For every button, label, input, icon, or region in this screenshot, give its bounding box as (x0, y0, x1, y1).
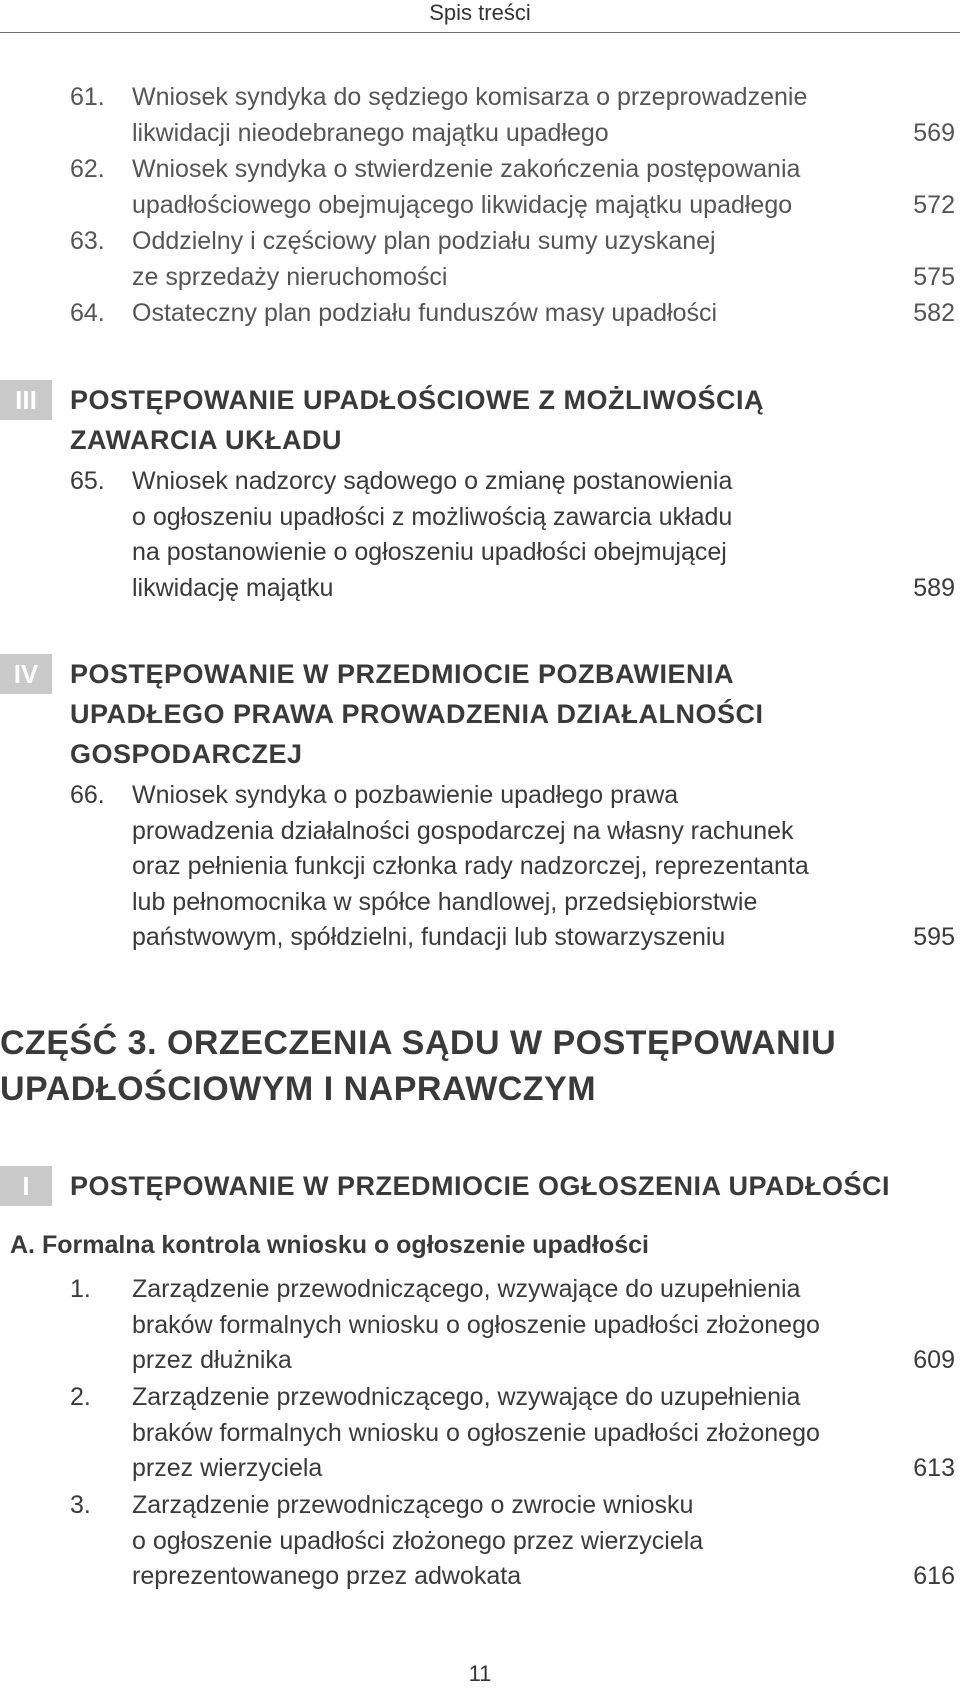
entry-line: prowadzenia działalności gospodarczej na własny rachunek (132, 816, 794, 845)
entry-line: Ostateczny plan podziału funduszów masy upadłości (132, 299, 718, 327)
entry-line: Wniosek syndyka o pozbawienie upadłego prawa (132, 781, 679, 809)
entry-number: 1. (70, 1275, 91, 1303)
section-title-i (70, 1166, 950, 1206)
entry-page: 609 (913, 1346, 955, 1374)
section-marker-iv: IV (0, 654, 52, 694)
entry-text (132, 80, 892, 151)
entry-line: Wniosek syndyka o stwierdzenie zakończenia postępowania (132, 155, 801, 183)
entry-number: 2. (70, 1383, 91, 1411)
entry-line: Oddzielny i częściowy plan podziału sumy uzyskanej (132, 227, 716, 255)
entry-number: 65. (70, 467, 105, 495)
entry-page: 582 (913, 299, 955, 327)
section-title-line: GOSPODARCZEJ (70, 739, 303, 769)
entry-line: lub pełnomocnika w spółce handlowej, przedsiębiorstwie (132, 887, 758, 916)
entry-line: na postanowienie o ogłoszeniu upadłości obejmującej (132, 538, 727, 566)
entry-line: oraz pełnienia funkcji członka rady nadzorczej, reprezentanta (132, 852, 809, 880)
section-title-line: POSTĘPOWANIE W PRZEDMIOCIE POZBAWIENIA (70, 659, 735, 689)
section-title-line: POSTĘPOWANIE W PRZEDMIOCIE OGŁOSZENIA UPADŁOŚCI (70, 1171, 891, 1201)
entry-page: 595 (913, 923, 955, 951)
running-header (0, 0, 960, 33)
part-title-line: UPADŁOŚCIOWYM I NAPRAWCZYM (0, 1070, 597, 1108)
entry-line: reprezentowanego przez adwokata (132, 1562, 522, 1590)
section-marker-i: I (0, 1166, 52, 1206)
entry-number: 62. (70, 155, 105, 183)
entry-page: 575 (913, 262, 955, 291)
entry-number: 64. (70, 299, 105, 327)
entry-line: przez dłużnika (132, 1346, 292, 1374)
entry-text (132, 1488, 892, 1595)
entry-line: o ogłoszenie upadłości złożonego przez wierzyciela (132, 1526, 704, 1555)
entry-line: upadłościowego obejmującego likwidację majątku upadłego (132, 190, 793, 219)
entry-page: 589 (913, 573, 955, 602)
entry-page: 616 (913, 1562, 955, 1590)
entry-line: Zarządzenie przewodniczącego, wzywające do uzupełnienia (132, 1383, 801, 1411)
entry-line: przez wierzyciela (132, 1454, 323, 1482)
entry-page: 572 (913, 190, 955, 219)
subsection-heading: A. Formalna kontrola wniosku o ogłoszenie upadłości (10, 1231, 649, 1259)
entry-line: likwidacji nieodebranego majątku upadłego (132, 118, 609, 147)
header-title: Spis treści (429, 0, 531, 25)
part-title-line: CZĘŚĆ 3. ORZECZENIA SĄDU W POSTĘPOWANIU (0, 1024, 837, 1062)
entry-line: Zarządzenie przewodniczącego, wzywające do uzupełnienia (132, 1275, 801, 1303)
entry-page: 569 (913, 118, 955, 147)
entry-line: Wniosek syndyka do sędziego komisarza o przeprowadzenie (132, 83, 808, 111)
part-title (0, 1020, 950, 1112)
entry-line: o ogłoszeniu upadłości z możliwością zawarcia układu (132, 502, 733, 531)
section-marker-iii: III (0, 380, 52, 420)
entry-text (132, 464, 892, 606)
entry-line: państwowym, spółdzielni, fundacji lub stowarzyszeniu (132, 923, 726, 951)
entry-number: 61. (70, 83, 105, 111)
section-title-line: ZAWARCIA UKŁADU (70, 425, 342, 455)
entry-number: 3. (70, 1491, 91, 1519)
entry-text (132, 224, 892, 295)
section-title-line: POSTĘPOWANIE UPADŁOŚCIOWE Z MOŻLIWOŚCIĄ (70, 385, 764, 415)
page-number: 11 (468, 1661, 492, 1686)
entry-number: 66. (70, 781, 105, 809)
entry-line: ze sprzedaży nieruchomości (132, 262, 448, 291)
entry-page: 613 (913, 1454, 955, 1482)
entry-line: braków formalnych wniosku o ogłoszenie upadłości złożonego (132, 1310, 820, 1339)
entry-line: Wniosek nadzorcy sądowego o zmianę postanowienia (132, 467, 733, 495)
entry-text (132, 1272, 892, 1379)
section-title-line: UPADŁEGO PRAWA PROWADZENIA DZIAŁALNOŚCI (70, 699, 764, 729)
entry-line: likwidację majątku (132, 573, 334, 602)
entry-line: braków formalnych wniosku o ogłoszenie upadłości złożonego (132, 1418, 820, 1447)
entry-number: 63. (70, 227, 105, 255)
entry-text (132, 1380, 892, 1487)
entry-line: Zarządzenie przewodniczącego o zwrocie wniosku (132, 1491, 694, 1519)
entry-text (132, 152, 892, 223)
section-title-iv (70, 654, 950, 774)
section-title-iii (70, 380, 950, 460)
entry-text (132, 778, 892, 956)
entry-text (132, 296, 892, 332)
